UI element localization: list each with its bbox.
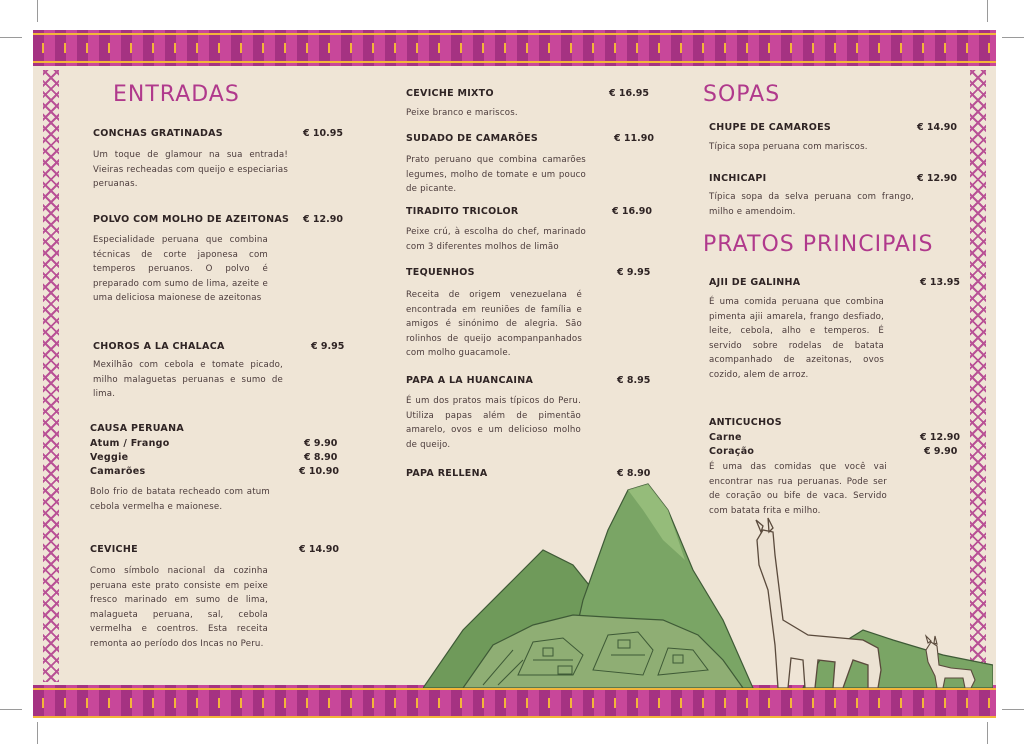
menu-item-description: Um toque de glamour na sua entrada! Vieiras recheadas com queijo e especiarias peruanas. xyxy=(93,150,288,189)
menu-item-name: PAPA RELLENA xyxy=(406,468,488,479)
crop-mark xyxy=(1002,709,1024,710)
menu-option-label: Veggie xyxy=(90,452,129,463)
menu-item-description: Especialidade peruana que combina técnicas de corte japonesa com temperos peruanos. O polvo é preparado com sumo de lima, azeite e uma deliciosa maionese de azeitonas xyxy=(93,235,268,303)
left-zigzag-border xyxy=(43,70,59,682)
crop-mark xyxy=(987,0,988,22)
menu-item-name: CHOROS A LA CHALACA xyxy=(93,341,225,352)
crop-mark xyxy=(0,37,22,38)
menu-option-price: € 12.90 xyxy=(920,432,960,443)
menu-item-description: Peixe branco e mariscos. xyxy=(406,108,518,118)
machu-picchu-illustration xyxy=(423,470,993,688)
menu-item-price: € 10.95 xyxy=(303,128,343,139)
menu-item-description: Típica sopa da selva peruana com frango, milho e amendoim. xyxy=(709,192,914,217)
menu-option-label: Atum / Frango xyxy=(90,438,170,449)
menu-item-price: € 16.95 xyxy=(609,88,649,99)
crop-mark xyxy=(37,722,38,744)
menu-item-name: AJII DE GALINHA xyxy=(709,277,801,288)
menu-item-price: € 12.90 xyxy=(303,214,343,225)
menu-item-price: € 8.90 xyxy=(617,468,651,479)
menu-item-description: Prato peruano que combina camarões legumes, molho de tomate e um pouco de picante. xyxy=(406,155,586,194)
section-heading-sopas: SOPAS xyxy=(703,82,781,107)
menu-item-name: CEVICHE xyxy=(90,544,138,555)
crop-mark xyxy=(37,0,38,22)
section-heading-entradas: ENTRADAS xyxy=(113,82,240,107)
menu-item-name: TEQUENHOS xyxy=(406,267,475,278)
menu-item-description: Receita de origem venezuelana é encontrada em reuniões de família e amigos é sinónimo de alegria. São rolinhos de queijo acompanpanhados com molho guacamole. xyxy=(406,290,582,358)
menu-item-price: € 13.95 xyxy=(920,277,960,288)
crop-mark xyxy=(987,722,988,744)
top-pattern-border xyxy=(33,30,996,66)
menu-item-name: CONCHAS GRATINADAS xyxy=(93,128,223,139)
bottom-pattern-border xyxy=(33,685,996,718)
menu-item-price: € 14.90 xyxy=(299,544,339,555)
menu-item-price: € 16.90 xyxy=(612,206,652,217)
crop-mark xyxy=(1002,37,1024,38)
menu-sheet xyxy=(33,30,996,718)
menu-item-price: € 9.95 xyxy=(311,341,345,352)
menu-item-price: € 11.90 xyxy=(614,133,654,144)
menu-item-price: € 12.90 xyxy=(917,173,957,184)
menu-item-name: INCHICAPI xyxy=(709,173,767,184)
menu-item-name: CAUSA PERUANA xyxy=(90,423,184,434)
menu-option-price: € 9.90 xyxy=(304,438,338,449)
crop-mark xyxy=(0,709,22,710)
menu-item-name: ANTICUCHOS xyxy=(709,417,782,428)
menu-item-name: CHUPE DE CAMAROES xyxy=(709,122,832,133)
menu-option-label: Camarões xyxy=(90,466,146,477)
menu-item-name: SUDADO DE CAMARÕES xyxy=(406,133,538,144)
menu-option-label: Carne xyxy=(709,432,742,443)
menu-item-price: € 8.95 xyxy=(617,375,651,386)
menu-option-price: € 10.90 xyxy=(299,466,339,477)
menu-item-description: É uma comida peruana que combina pimenta ajii amarela, frango desfiado, leite, cebola, alho e temperos. É servido sobre rodelas de batata acompanhado de azeitonas, ovos cozido, alem de arroz. xyxy=(709,297,884,380)
menu-option-label: Coração xyxy=(709,446,755,457)
menu-item-description: Peixe crú, à escolha do chef, marinado com 3 diferentes molhos de limão xyxy=(406,227,586,252)
menu-item-name: TIRADITO TRICOLOR xyxy=(406,206,519,217)
menu-item-description: Típica sopa peruana com mariscos. xyxy=(709,142,868,152)
menu-item-description: Mexilhão com cebola e tomate picado, milho malaguetas peruanas e sumo de lima. xyxy=(93,360,283,399)
menu-item-description: É uma das comidas que você vai encontrar nas rua peruanas. Pode ser de coração ou bife de vaca. Servido com batata frita e milho. xyxy=(709,462,887,516)
menu-item-name: PAPA A LA HUANCAINA xyxy=(406,375,534,386)
menu-item-description: Bolo frio de batata recheado com atum cebola vermelha e maionese. xyxy=(90,487,270,512)
menu-item-name: CEVICHE MIXTO xyxy=(406,88,494,99)
menu-item-description: Como símbolo nacional da cozinha peruana este prato consiste em peixe fresco marinado em sumo de lima, malagueta peruana, sal, cebola vermelha e coentros. Esta receita remonta ao período dos Incas no Peru. xyxy=(90,566,268,649)
section-heading-pratos-principais: PRATOS PRINCIPAIS xyxy=(703,232,934,257)
menu-item-price: € 14.90 xyxy=(917,122,957,133)
menu-item-description: É um dos pratos mais típicos do Peru. Utiliza papas além de pimentão amarelo, ovos e um delicioso molho de queijo. xyxy=(406,396,581,450)
menu-option-price: € 9.90 xyxy=(924,446,958,457)
menu-option-price: € 8.90 xyxy=(304,452,338,463)
menu-item-name: POLVO COM MOLHO DE AZEITONAS xyxy=(93,214,290,225)
menu-item-price: € 9.95 xyxy=(617,267,651,278)
